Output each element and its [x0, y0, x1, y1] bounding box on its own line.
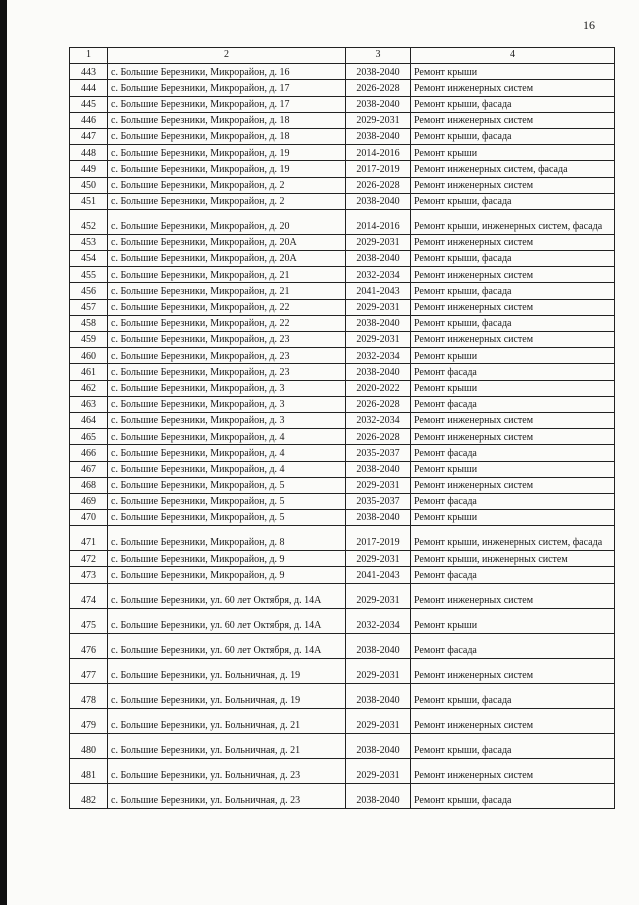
- work-type-cell: Ремонт крыши, фасада: [411, 283, 615, 299]
- table-row: [70, 251, 615, 267]
- page-number: 16: [583, 18, 595, 32]
- work-type-cell: Ремонт инженерных систем: [411, 299, 615, 315]
- row-number-cell: 446: [70, 112, 108, 128]
- row-number-cell: 459: [70, 332, 108, 348]
- address-cell: с. Большие Березники, Микрорайон, д. 20А: [108, 234, 346, 250]
- table-row: [70, 380, 615, 396]
- row-number-cell: 458: [70, 315, 108, 331]
- period-cell: 2017-2019: [346, 526, 411, 551]
- period-cell: 2038-2040: [346, 633, 411, 658]
- row-number-cell: 478: [70, 683, 108, 708]
- row-number-cell: 472: [70, 551, 108, 567]
- work-type-cell: Ремонт крыши, фасада: [411, 315, 615, 331]
- work-type-cell: Ремонт крыши, фасада: [411, 683, 615, 708]
- table-row: [70, 551, 615, 567]
- row-number-cell: 450: [70, 177, 108, 193]
- period-cell: 2038-2040: [346, 128, 411, 144]
- row-number-cell: 444: [70, 80, 108, 96]
- work-type-cell: Ремонт крыши, инженерных систем: [411, 551, 615, 567]
- table-row: [70, 567, 615, 583]
- row-number-cell: 451: [70, 193, 108, 209]
- row-number-cell: 470: [70, 510, 108, 526]
- column-header: 4: [411, 48, 615, 64]
- work-type-cell: Ремонт крыши, инженерных систем, фасада: [411, 526, 615, 551]
- period-cell: 2026-2028: [346, 177, 411, 193]
- work-type-cell: Ремонт инженерных систем: [411, 267, 615, 283]
- table-row: [70, 332, 615, 348]
- row-number-cell: 473: [70, 567, 108, 583]
- table-header-row: [70, 48, 615, 64]
- row-number-cell: 475: [70, 608, 108, 633]
- address-cell: с. Большие Березники, Микрорайон, д. 4: [108, 445, 346, 461]
- period-cell: 2038-2040: [346, 64, 411, 80]
- work-type-cell: Ремонт крыши, инженерных систем, фасада: [411, 209, 615, 234]
- period-cell: 2014-2016: [346, 209, 411, 234]
- address-cell: с. Большие Березники, Микрорайон, д. 2: [108, 177, 346, 193]
- work-type-cell: Ремонт крыши, фасада: [411, 96, 615, 112]
- period-cell: 2029-2031: [346, 477, 411, 493]
- row-number-cell: 454: [70, 251, 108, 267]
- work-type-cell: Ремонт инженерных систем: [411, 332, 615, 348]
- table-row: [70, 683, 615, 708]
- table-row: [70, 733, 615, 758]
- table-row: [70, 445, 615, 461]
- work-type-cell: Ремонт инженерных систем: [411, 234, 615, 250]
- row-number-cell: 448: [70, 145, 108, 161]
- work-type-cell: Ремонт крыши, фасада: [411, 193, 615, 209]
- address-cell: с. Большие Березники, ул. Больничная, д. 23: [108, 758, 346, 783]
- work-type-cell: Ремонт фасада: [411, 493, 615, 509]
- table-row: [70, 128, 615, 144]
- table-row: [70, 708, 615, 733]
- row-number-cell: 479: [70, 708, 108, 733]
- period-cell: 2029-2031: [346, 551, 411, 567]
- row-number-cell: 464: [70, 412, 108, 428]
- address-cell: с. Большие Березники, Микрорайон, д. 5: [108, 477, 346, 493]
- row-number-cell: 481: [70, 758, 108, 783]
- table-row: [70, 112, 615, 128]
- work-type-cell: Ремонт фасада: [411, 633, 615, 658]
- period-cell: 2032-2034: [346, 412, 411, 428]
- address-cell: с. Большие Березники, Микрорайон, д. 9: [108, 567, 346, 583]
- table-row: [70, 348, 615, 364]
- table-row: [70, 161, 615, 177]
- work-type-cell: Ремонт крыши: [411, 461, 615, 477]
- address-cell: с. Большие Березники, ул. Больничная, д. 19: [108, 683, 346, 708]
- scan-edge-bar: [0, 0, 7, 905]
- work-type-cell: Ремонт фасада: [411, 396, 615, 412]
- work-type-cell: Ремонт крыши: [411, 608, 615, 633]
- period-cell: 2026-2028: [346, 80, 411, 96]
- work-type-cell: Ремонт крыши: [411, 348, 615, 364]
- work-type-cell: Ремонт инженерных систем, фасада: [411, 161, 615, 177]
- work-type-cell: Ремонт крыши: [411, 64, 615, 80]
- row-number-cell: 463: [70, 396, 108, 412]
- address-cell: с. Большие Березники, Микрорайон, д. 20А: [108, 251, 346, 267]
- table-row: [70, 80, 615, 96]
- row-number-cell: 474: [70, 583, 108, 608]
- address-cell: с. Большие Березники, Микрорайон, д. 21: [108, 283, 346, 299]
- work-type-cell: Ремонт крыши, фасада: [411, 783, 615, 808]
- work-type-cell: Ремонт инженерных систем: [411, 477, 615, 493]
- address-cell: с. Большие Березники, Микрорайон, д. 5: [108, 493, 346, 509]
- period-cell: 2029-2031: [346, 658, 411, 683]
- period-cell: 2032-2034: [346, 267, 411, 283]
- repair-schedule-table: [69, 47, 615, 809]
- table-row: [70, 364, 615, 380]
- table-row: [70, 412, 615, 428]
- row-number-cell: 476: [70, 633, 108, 658]
- table-row: [70, 209, 615, 234]
- period-cell: 2026-2028: [346, 396, 411, 412]
- period-cell: 2029-2031: [346, 299, 411, 315]
- row-number-cell: 482: [70, 783, 108, 808]
- row-number-cell: 443: [70, 64, 108, 80]
- address-cell: с. Большие Березники, Микрорайон, д. 20: [108, 209, 346, 234]
- table-row: [70, 299, 615, 315]
- row-number-cell: 453: [70, 234, 108, 250]
- row-number-cell: 462: [70, 380, 108, 396]
- work-type-cell: Ремонт инженерных систем: [411, 80, 615, 96]
- period-cell: 2038-2040: [346, 461, 411, 477]
- row-number-cell: 449: [70, 161, 108, 177]
- period-cell: 2029-2031: [346, 234, 411, 250]
- table-row: [70, 177, 615, 193]
- address-cell: с. Большие Березники, Микрорайон, д. 23: [108, 332, 346, 348]
- period-cell: 2038-2040: [346, 783, 411, 808]
- address-cell: с. Большие Березники, Микрорайон, д. 19: [108, 161, 346, 177]
- address-cell: с. Большие Березники, Микрорайон, д. 17: [108, 96, 346, 112]
- address-cell: с. Большие Березники, Микрорайон, д. 9: [108, 551, 346, 567]
- period-cell: 2038-2040: [346, 364, 411, 380]
- table-row: [70, 608, 615, 633]
- work-type-cell: Ремонт инженерных систем: [411, 708, 615, 733]
- work-type-cell: Ремонт инженерных систем: [411, 177, 615, 193]
- address-cell: с. Большие Березники, Микрорайон, д. 4: [108, 429, 346, 445]
- period-cell: 2038-2040: [346, 683, 411, 708]
- work-type-cell: Ремонт фасада: [411, 445, 615, 461]
- period-cell: 2035-2037: [346, 445, 411, 461]
- address-cell: с. Большие Березники, Микрорайон, д. 8: [108, 526, 346, 551]
- row-number-cell: 466: [70, 445, 108, 461]
- table-row: [70, 583, 615, 608]
- address-cell: с. Большие Березники, Микрорайон, д. 2: [108, 193, 346, 209]
- address-cell: с. Большие Березники, Микрорайон, д. 17: [108, 80, 346, 96]
- work-type-cell: Ремонт крыши, фасада: [411, 128, 615, 144]
- address-cell: с. Большие Березники, ул. 60 лет Октября, д. 14А: [108, 608, 346, 633]
- work-type-cell: Ремонт крыши, фасада: [411, 251, 615, 267]
- period-cell: 2020-2022: [346, 380, 411, 396]
- address-cell: с. Большие Березники, Микрорайон, д. 4: [108, 461, 346, 477]
- row-number-cell: 468: [70, 477, 108, 493]
- work-type-cell: Ремонт крыши: [411, 145, 615, 161]
- address-cell: с. Большие Березники, Микрорайон, д. 23: [108, 348, 346, 364]
- period-cell: 2029-2031: [346, 112, 411, 128]
- address-cell: с. Большие Березники, Микрорайон, д. 3: [108, 412, 346, 428]
- period-cell: 2038-2040: [346, 315, 411, 331]
- row-number-cell: 465: [70, 429, 108, 445]
- period-cell: 2041-2043: [346, 567, 411, 583]
- table-row: [70, 315, 615, 331]
- address-cell: с. Большие Березники, Микрорайон, д. 16: [108, 64, 346, 80]
- row-number-cell: 456: [70, 283, 108, 299]
- row-number-cell: 461: [70, 364, 108, 380]
- work-type-cell: Ремонт крыши: [411, 380, 615, 396]
- address-cell: с. Большие Березники, Микрорайон, д. 3: [108, 380, 346, 396]
- address-cell: с. Большие Березники, Микрорайон, д. 5: [108, 510, 346, 526]
- table-row: [70, 64, 615, 80]
- period-cell: 2017-2019: [346, 161, 411, 177]
- address-cell: с. Большие Березники, Микрорайон, д. 19: [108, 145, 346, 161]
- period-cell: 2029-2031: [346, 708, 411, 733]
- table-row: [70, 429, 615, 445]
- period-cell: 2032-2034: [346, 348, 411, 364]
- table-row: [70, 510, 615, 526]
- address-cell: с. Большие Березники, Микрорайон, д. 3: [108, 396, 346, 412]
- table-row: [70, 267, 615, 283]
- work-type-cell: Ремонт крыши, фасада: [411, 733, 615, 758]
- work-type-cell: Ремонт крыши: [411, 510, 615, 526]
- period-cell: 2029-2031: [346, 332, 411, 348]
- work-type-cell: Ремонт инженерных систем: [411, 758, 615, 783]
- row-number-cell: 469: [70, 493, 108, 509]
- table-row: [70, 783, 615, 808]
- address-cell: с. Большие Березники, Микрорайон, д. 18: [108, 128, 346, 144]
- address-cell: с. Большие Березники, ул. 60 лет Октября, д. 14А: [108, 583, 346, 608]
- period-cell: 2038-2040: [346, 96, 411, 112]
- work-type-cell: Ремонт фасада: [411, 567, 615, 583]
- table-row: [70, 145, 615, 161]
- row-number-cell: 471: [70, 526, 108, 551]
- table-row: [70, 461, 615, 477]
- address-cell: с. Большие Березники, Микрорайон, д. 22: [108, 315, 346, 331]
- column-header: 3: [346, 48, 411, 64]
- table-body: [70, 64, 615, 808]
- table-row: [70, 758, 615, 783]
- row-number-cell: 457: [70, 299, 108, 315]
- address-cell: с. Большие Березники, Микрорайон, д. 21: [108, 267, 346, 283]
- work-type-cell: Ремонт инженерных систем: [411, 112, 615, 128]
- address-cell: с. Большие Березники, Микрорайон, д. 23: [108, 364, 346, 380]
- table-row: [70, 477, 615, 493]
- period-cell: 2029-2031: [346, 758, 411, 783]
- period-cell: 2038-2040: [346, 193, 411, 209]
- period-cell: 2038-2040: [346, 251, 411, 267]
- address-cell: с. Большие Березники, ул. Больничная, д. 21: [108, 708, 346, 733]
- row-number-cell: 460: [70, 348, 108, 364]
- table-row: [70, 234, 615, 250]
- address-cell: с. Большие Березники, ул. 60 лет Октября, д. 14А: [108, 633, 346, 658]
- address-cell: с. Большие Березники, Микрорайон, д. 18: [108, 112, 346, 128]
- period-cell: 2035-2037: [346, 493, 411, 509]
- row-number-cell: 477: [70, 658, 108, 683]
- table-row: [70, 193, 615, 209]
- period-cell: 2032-2034: [346, 608, 411, 633]
- work-type-cell: Ремонт инженерных систем: [411, 412, 615, 428]
- table-row: [70, 396, 615, 412]
- work-type-cell: Ремонт инженерных систем: [411, 658, 615, 683]
- table-row: [70, 283, 615, 299]
- period-cell: 2038-2040: [346, 733, 411, 758]
- row-number-cell: 467: [70, 461, 108, 477]
- row-number-cell: 447: [70, 128, 108, 144]
- table-row: [70, 633, 615, 658]
- row-number-cell: 452: [70, 209, 108, 234]
- address-cell: с. Большие Березники, Микрорайон, д. 22: [108, 299, 346, 315]
- row-number-cell: 445: [70, 96, 108, 112]
- row-number-cell: 455: [70, 267, 108, 283]
- table-row: [70, 526, 615, 551]
- work-type-cell: Ремонт инженерных систем: [411, 429, 615, 445]
- table-row: [70, 96, 615, 112]
- period-cell: 2041-2043: [346, 283, 411, 299]
- period-cell: 2014-2016: [346, 145, 411, 161]
- column-header: 1: [70, 48, 108, 64]
- work-type-cell: Ремонт фасада: [411, 364, 615, 380]
- work-type-cell: Ремонт инженерных систем: [411, 583, 615, 608]
- period-cell: 2026-2028: [346, 429, 411, 445]
- address-cell: с. Большие Березники, ул. Больничная, д. 23: [108, 783, 346, 808]
- table-row: [70, 493, 615, 509]
- column-header: 2: [108, 48, 346, 64]
- period-cell: 2038-2040: [346, 510, 411, 526]
- address-cell: с. Большие Березники, ул. Больничная, д. 19: [108, 658, 346, 683]
- period-cell: 2029-2031: [346, 583, 411, 608]
- row-number-cell: 480: [70, 733, 108, 758]
- address-cell: с. Большие Березники, ул. Больничная, д. 21: [108, 733, 346, 758]
- table-row: [70, 658, 615, 683]
